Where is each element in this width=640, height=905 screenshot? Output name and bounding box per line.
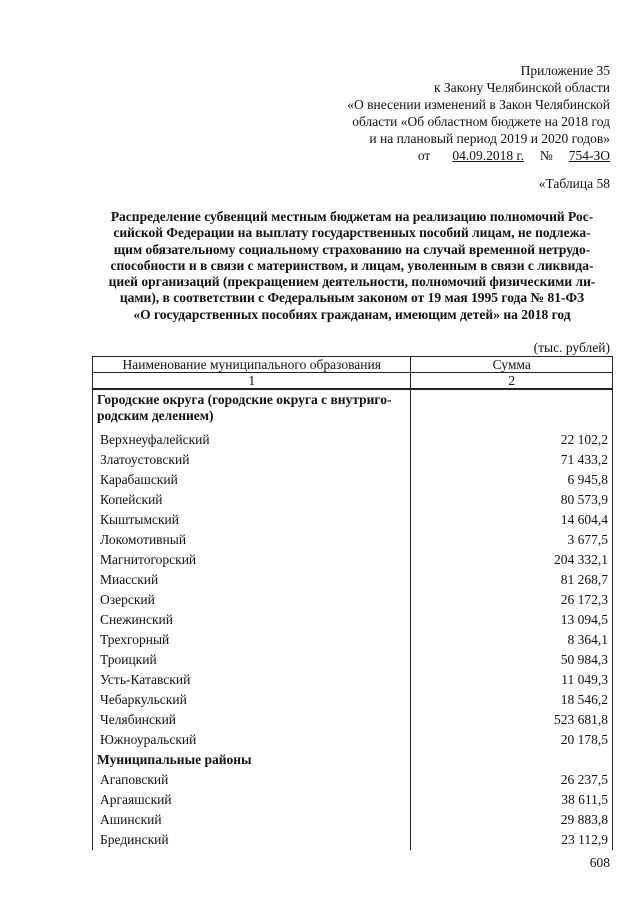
table-row — [93, 690, 613, 710]
subventions-table — [92, 356, 613, 850]
table-row — [93, 770, 613, 790]
header-line: Приложение 35 — [520, 63, 610, 78]
section-title-line: Городские округа (городские округа с внутриго- — [97, 392, 392, 407]
section-title — [93, 389, 411, 430]
subvention-amount: 71 433,2 — [411, 450, 613, 470]
table-row — [93, 530, 613, 550]
subvention-amount: 204 332,1 — [411, 550, 613, 570]
table-row — [93, 590, 613, 610]
subvention-amount: 81 268,7 — [411, 570, 613, 590]
units-label: (тыс. рублей) — [533, 340, 610, 355]
header-line: области «Об областном бюджете на 2018 год — [352, 114, 610, 129]
municipality-name: Чебаркульский — [93, 690, 411, 710]
municipality-name: Копейский — [93, 490, 411, 510]
table-row — [93, 470, 613, 490]
municipality-name: Магнитогорский — [93, 550, 411, 570]
municipality-name: Златоустовский — [93, 450, 411, 470]
table-row — [93, 490, 613, 510]
subvention-amount: 80 573,9 — [411, 490, 613, 510]
table-row — [93, 830, 613, 850]
subvention-amount: 3 677,5 — [411, 530, 613, 550]
municipality-name: Челябинский — [93, 710, 411, 730]
title-line: «О государственных пособиях гражданам, имеющим детей» на 2018 год — [133, 306, 571, 322]
table-row — [93, 650, 613, 670]
section-row — [93, 389, 613, 430]
document-title — [92, 209, 612, 323]
title-line: цией организаций (прекращением деятельности, полномочий физическими ли- — [108, 274, 596, 290]
subvention-amount: 6 945,8 — [411, 470, 613, 490]
municipality-name: Усть-Катавский — [93, 670, 411, 690]
subvention-amount: 26 237,5 — [411, 770, 613, 790]
title-line: щим обязательному социальному страхованию на случай временной нетрудо- — [113, 241, 591, 257]
title-line: цами), в соответствии с Федеральным законом от 19 мая 1995 года № 81-ФЗ — [119, 290, 585, 306]
municipality-name: Троицкий — [93, 650, 411, 670]
municipality-name: Кыштымский — [93, 510, 411, 530]
page-number: 608 — [589, 855, 610, 870]
appendix-header — [310, 62, 610, 164]
subvention-amount: 23 112,9 — [411, 830, 613, 850]
header-line: к Закону Челябинской области — [433, 80, 610, 95]
section-row — [93, 750, 613, 770]
subvention-amount: 8 364,1 — [411, 630, 613, 650]
table-row — [93, 810, 613, 830]
subvention-amount: 18 546,2 — [411, 690, 613, 710]
municipality-name: Трехгорный — [93, 630, 411, 650]
decree-reference — [310, 147, 610, 164]
subvention-amount: 14 604,4 — [411, 510, 613, 530]
decree-number: 754-ЗО — [568, 148, 610, 163]
table-row — [93, 570, 613, 590]
table-row — [93, 550, 613, 570]
column-header-name: Наименование муниципального образования — [93, 357, 411, 373]
municipality-name: Карабашский — [93, 470, 411, 490]
municipality-name: Аргаяшский — [93, 790, 411, 810]
subvention-amount: 26 172,3 — [411, 590, 613, 610]
header-line: «О внесении изменений в Закон Челябинской — [347, 97, 610, 112]
subvention-amount: 20 178,5 — [411, 730, 613, 750]
table-row — [93, 510, 613, 530]
decree-date: 04.09.2018 г. — [452, 148, 524, 163]
subvention-amount: 22 102,2 — [411, 430, 613, 450]
municipality-name: Снежинский — [93, 610, 411, 630]
municipality-name: Локомотивный — [93, 530, 411, 550]
subvention-amount: 38 611,5 — [411, 790, 613, 810]
subvention-amount: 13 094,5 — [411, 610, 613, 630]
municipality-name: Верхнеуфалейский — [93, 430, 411, 450]
table-row — [93, 430, 613, 450]
municipality-name: Озерский — [93, 590, 411, 610]
from-label: от — [417, 148, 431, 163]
table-row — [93, 790, 613, 810]
section-title: Муниципальные районы — [93, 750, 411, 770]
header-line: и на плановый период 2019 и 2020 годов» — [369, 131, 610, 146]
title-line: сийской Федерации на выплату государственных пособий лицам, не подлежа- — [113, 225, 591, 241]
municipality-name: Южноуральский — [93, 730, 411, 750]
section-title-line: родским делением) — [97, 408, 214, 423]
table-row — [93, 710, 613, 730]
table-label: «Таблица 58 — [538, 176, 610, 191]
table-row — [93, 730, 613, 750]
municipality-name: Брединский — [93, 830, 411, 850]
table-row — [93, 630, 613, 650]
municipality-name: Агаповский — [93, 770, 411, 790]
table-row — [93, 670, 613, 690]
number-sign: № — [539, 148, 553, 163]
column-number: 1 — [93, 373, 411, 390]
municipality-name: Ашинский — [93, 810, 411, 830]
subvention-amount: 29 883,8 — [411, 810, 613, 830]
title-line: Распределение субвенций местным бюджетам на реализацию полномочий Рос- — [110, 209, 594, 224]
column-header-sum: Сумма — [411, 357, 613, 373]
municipality-name: Миасский — [93, 570, 411, 590]
subvention-amount: 50 984,3 — [411, 650, 613, 670]
subvention-amount: 11 049,3 — [411, 670, 613, 690]
subvention-amount: 523 681,8 — [411, 710, 613, 730]
table-row — [93, 450, 613, 470]
column-number: 2 — [411, 373, 613, 390]
title-line: способности и в связи с материнством, и лицам, уволенным в связи с ликвида- — [110, 257, 594, 273]
table-row — [93, 610, 613, 630]
